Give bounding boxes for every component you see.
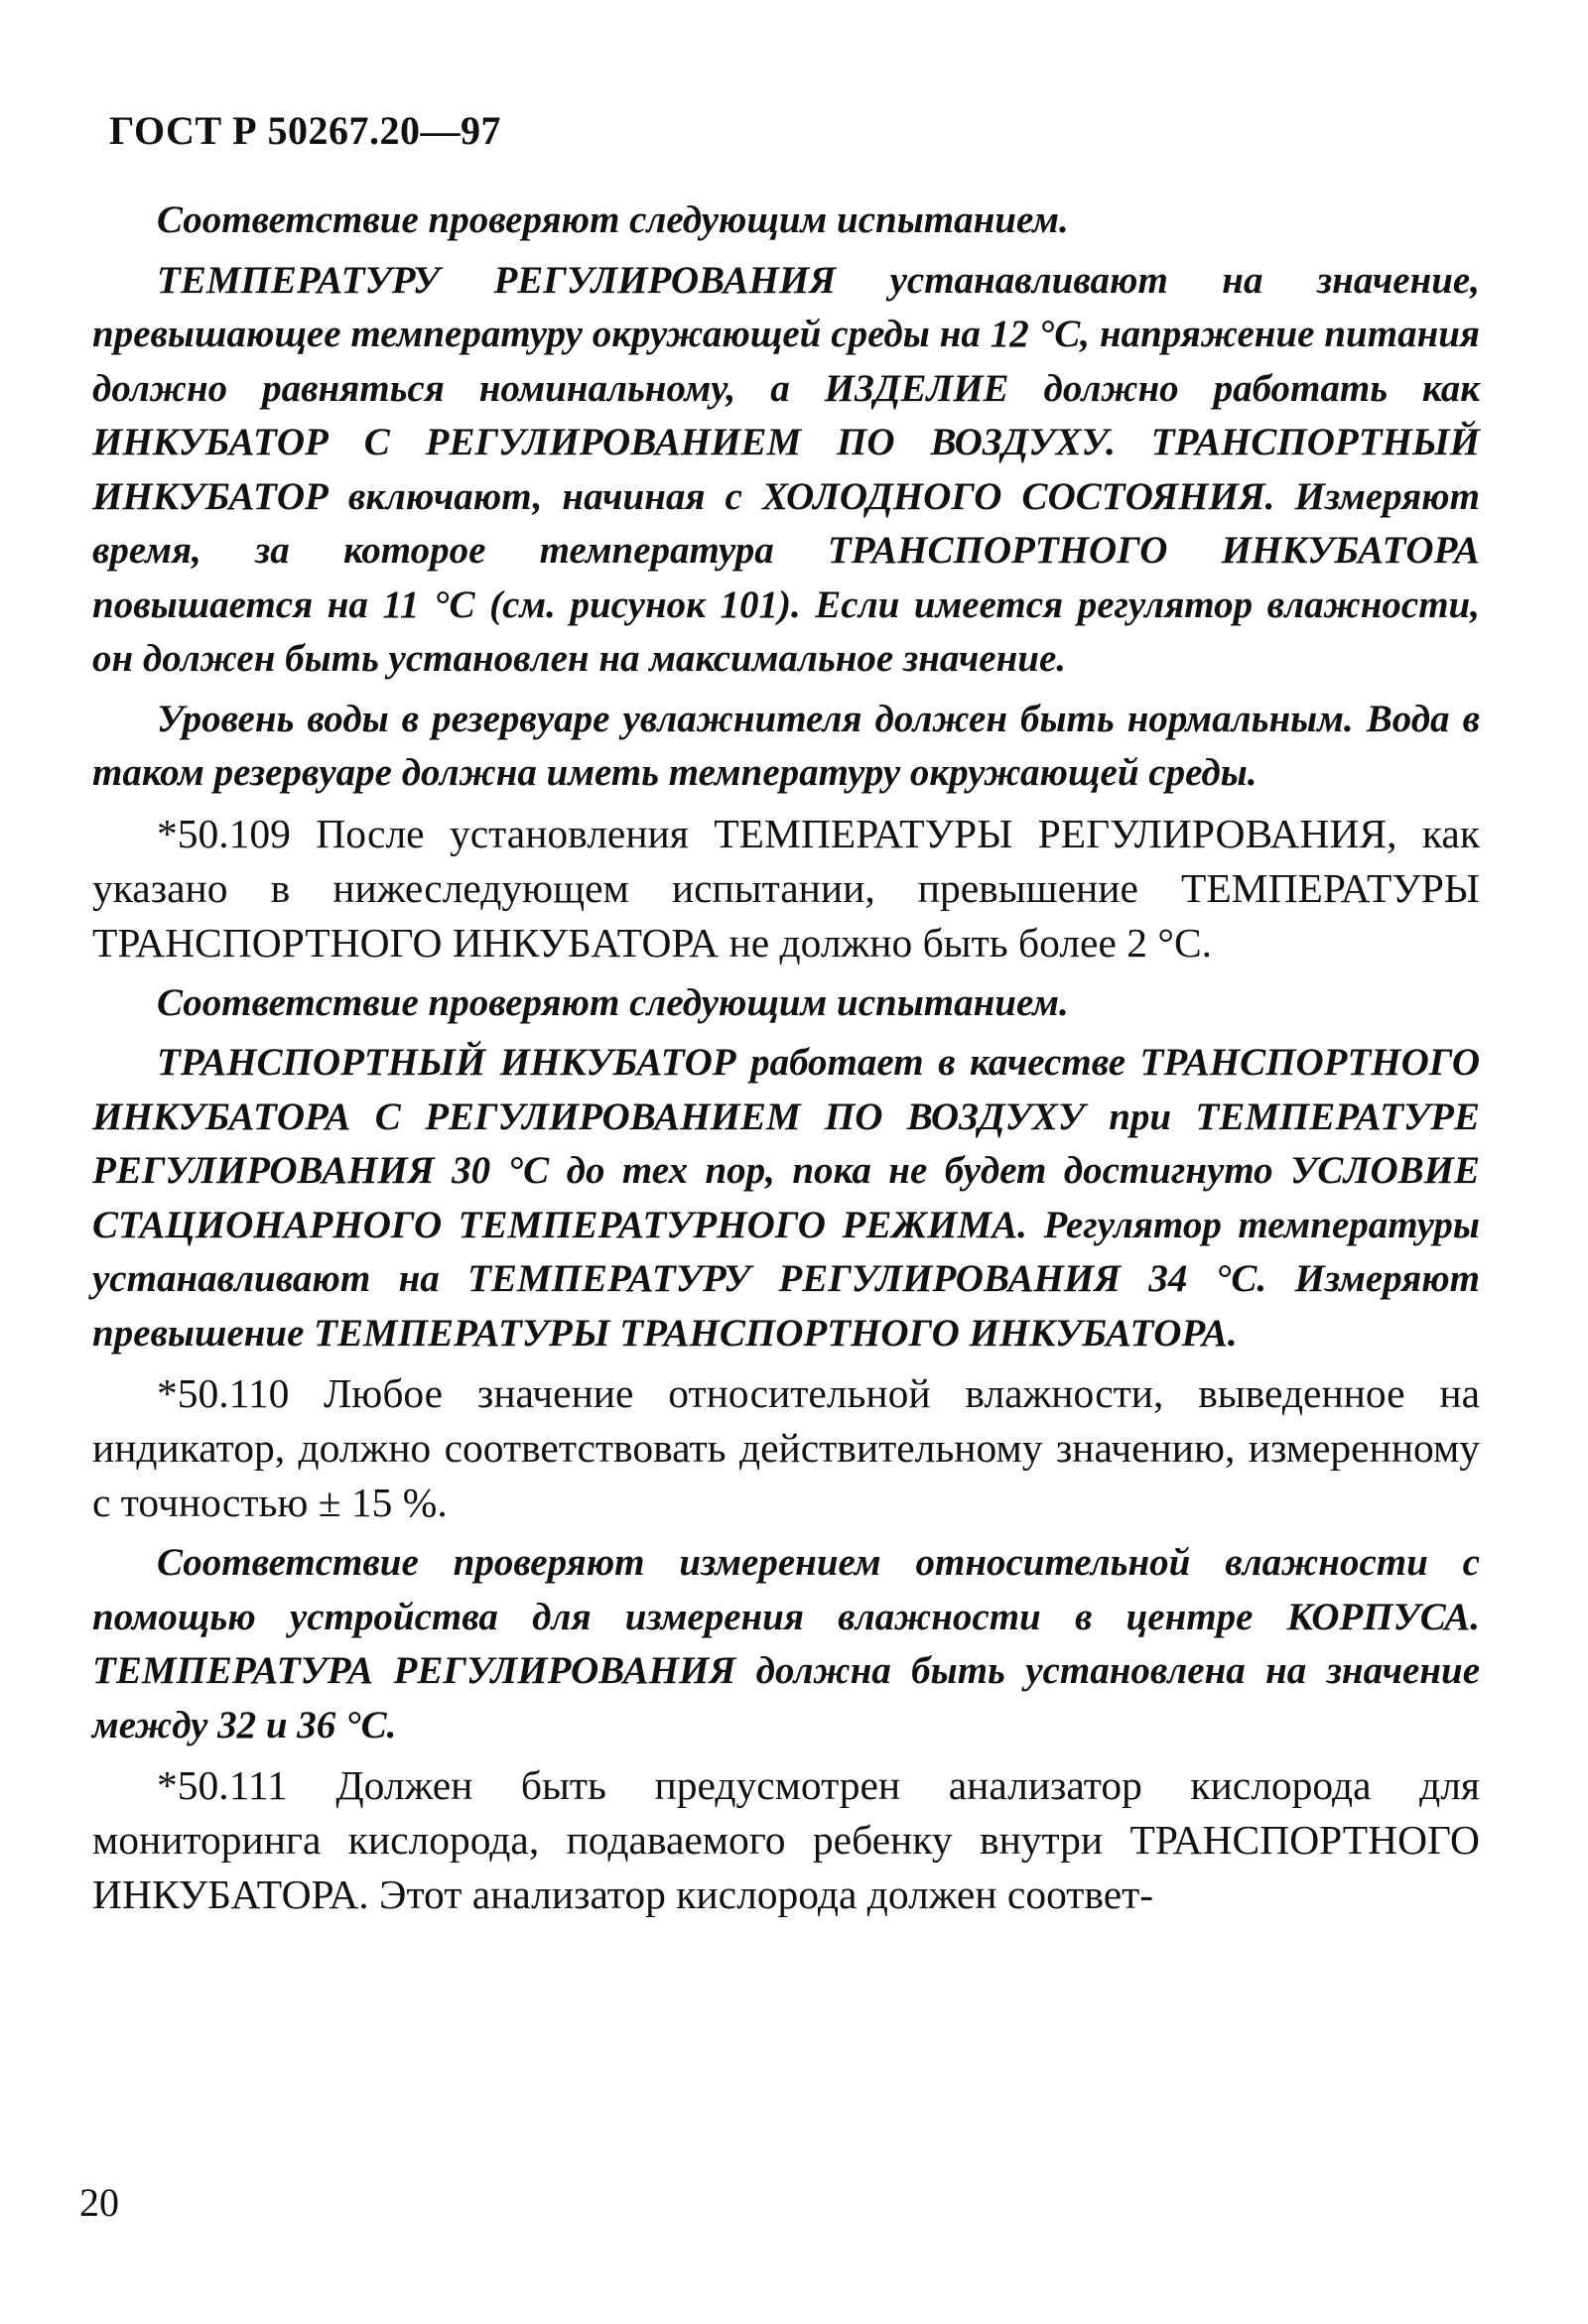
paragraph-compliance-test-2: Соответствие проверяют следующим испытанием.: [157, 980, 1069, 1024]
paragraph-humidity-measurement: Соответствие проверяют измерением относительной влажности с помощью устройства для измерения влажности в центре КОРПУСА. ТЕМПЕРАТУРА РЕГУЛИРОВАНИЯ должна быть установлена на значение между 32 и 36 °С.: [92, 1541, 1480, 1746]
paragraph-clause-50-111: *50.111 Должен быть предусмотрен анализатор кислорода для мониторинга кислорода, подаваемого ребенку внутри ТРАНСПОРТНОГО ИНКУБАТОРА. Этот анализатор кислорода должен соответ-: [92, 1762, 1480, 1917]
paragraph-transport-incubator-test: ТРАНСПОРТНЫЙ ИНКУБАТОР работает в качестве ТРАНСПОРТНОГО ИНКУБАТОРА С РЕГУЛИРОВАНИЕМ ПО ВОЗДУХУ при ТЕМПЕРАТУРЕ РЕГУЛИРОВАНИЯ 30 °С до тех пор, пока не будет достигнуто УСЛОВИЕ СТАЦИОНАРНОГО ТЕМПЕРАТУРНОГО РЕЖИМА. Регулятор температуры устанавливают на ТЕМПЕРАТУРУ РЕГУЛИРОВАНИЯ 34 °С. Измеряют превышение ТЕМПЕРАТУРЫ ТРАНСПОРТНОГО ИНКУБАТОРА.: [92, 1041, 1480, 1355]
document-body: [92, 194, 1480, 1928]
paragraph-control-temperature-test: ТЕМПЕРАТУРУ РЕГУЛИРОВАНИЯ устанавливают на значение, превышающее температуру окружающей среды на 12 °С, напряжение питания должно равняться номинальному, а ИЗДЕЛИЕ должно работать как ИНКУБАТОР С РЕГУЛИРОВАНИЕМ ПО ВОЗДУХУ. ТРАНСПОРТНЫЙ ИНКУБАТОР включают, начиная с ХОЛОДНОГО СОСТОЯНИЯ. Измеряют время, за которое температура ТРАНСПОРТНОГО ИНКУБАТОРА повышается на 11 °С (см. рисунок 101). Если имеется регулятор влажности, он должен быть установлен на максимальное значение.: [92, 258, 1480, 680]
paragraph-clause-50-110: *50.110 Любое значение относительной влажности, выведенное на индикатор, должно соответствовать действительному значению, измеренному с точностью ± 15 %.: [92, 1370, 1480, 1525]
document-header: ГОСТ Р 50267.20—97: [109, 108, 502, 153]
page-number: 20: [79, 2180, 119, 2225]
paragraph-compliance-test-1: Соответствие проверяют следующим испытанием.: [157, 198, 1069, 241]
paragraph-water-level: Уровень воды в резервуаре увлажнителя должен быть нормальным. Вода в таком резервуаре должна иметь температуру окружающей среды.: [92, 697, 1480, 794]
paragraph-clause-50-109: *50.109 После установления ТЕМПЕРАТУРЫ РЕГУЛИРОВАНИЯ, как указано в нижеследующем испытании, превышение ТЕМПЕРАТУРЫ ТРАНСПОРТНОГО ИНКУБАТОРА не должно быть более 2 °С.: [92, 810, 1480, 966]
